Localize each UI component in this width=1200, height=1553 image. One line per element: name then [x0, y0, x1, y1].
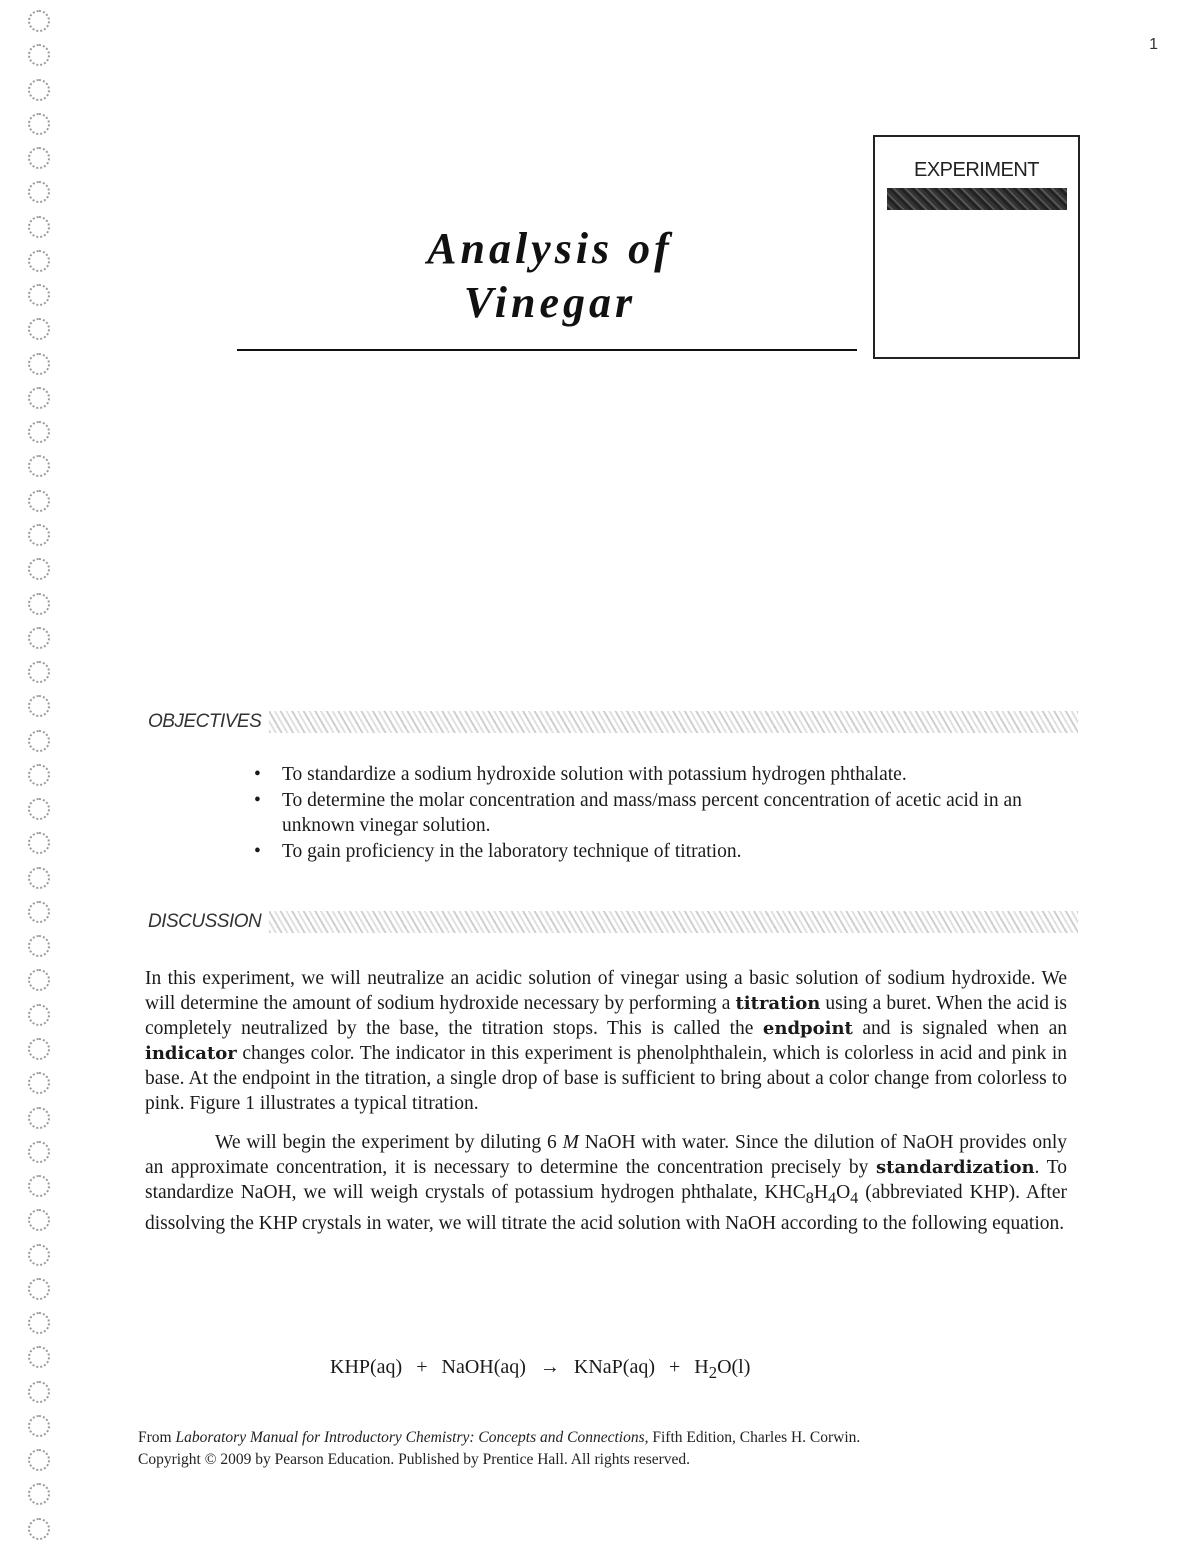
footnote-line-1 — [138, 1427, 1068, 1449]
binding-hole — [28, 969, 50, 991]
binding-hole — [28, 455, 50, 477]
binding-hole — [28, 661, 50, 683]
binding-hole — [28, 387, 50, 409]
book-title: Laboratory Manual for Introductory Chemistry: Concepts and Connections — [175, 1429, 645, 1446]
binding-hole — [28, 1483, 50, 1505]
discussion-heading — [148, 908, 1078, 936]
binding-hole — [28, 558, 50, 580]
text-run: In this experiment, we will neutralize an acidic solution of vinegar using a basic solution of sodium hydroxide. We will determine the amount of sodium hydroxide necessary by performing a — [145, 968, 1067, 1014]
objective-item: • To standardize a sodium hydroxide solution with potassium hydrogen phthalate. — [254, 762, 1054, 788]
binding-hole — [28, 524, 50, 546]
text-run: From — [138, 1429, 176, 1446]
binding-hole — [28, 1209, 50, 1231]
subscript: 4 — [850, 1188, 859, 1207]
reactant-naoh: NaOH(aq) — [441, 1356, 526, 1378]
text-run: changes color. The indicator in this experiment is phenolphthalein, which is colorless in acid and pink in base. At the endpoint in the titration, a single drop of base is sufficient to bring about a color change from colorless to pink. Figure 1 illustrates a typical titration. — [145, 1043, 1067, 1114]
page-title — [360, 222, 740, 330]
binding-hole — [28, 1107, 50, 1129]
objectives-heading — [148, 708, 1078, 736]
title-line-2: Vinegar — [463, 278, 637, 327]
binding-hole — [28, 1278, 50, 1300]
chemical-equation — [330, 1356, 870, 1383]
discussion-paragraph-2 — [145, 1130, 1067, 1236]
product-water — [694, 1356, 750, 1383]
binding-hole — [28, 1141, 50, 1163]
text-run: and is signaled when an — [852, 1018, 1067, 1039]
heading-shade-bar — [269, 911, 1078, 933]
binding-hole — [28, 10, 50, 32]
binding-hole — [28, 1449, 50, 1471]
binding-hole — [28, 490, 50, 512]
text-run: H — [694, 1356, 709, 1378]
molarity-symbol: M — [562, 1132, 579, 1153]
binding-hole — [28, 901, 50, 923]
binding-hole — [28, 1004, 50, 1026]
binding-hole — [28, 147, 50, 169]
text-run: We will begin the experiment by diluting 6 — [215, 1132, 563, 1153]
binding-hole — [28, 832, 50, 854]
binding-hole — [28, 421, 50, 443]
text-run: O — [836, 1182, 851, 1203]
binding-hole — [28, 798, 50, 820]
binding-hole — [28, 935, 50, 957]
objectives-heading-label: OBJECTIVES — [148, 711, 262, 732]
text-run: using a buret. When the acid is completely neutralized by the base, the titration stops. This is called the — [145, 993, 1068, 1039]
discussion-paragraph-1 — [145, 966, 1067, 1116]
binding-hole — [28, 730, 50, 752]
binding-hole — [28, 113, 50, 135]
binding-hole — [28, 1038, 50, 1060]
objective-item: • To determine the molar concentration and mass/mass percent concentration of acetic acid in an unknown vinegar solution. — [254, 788, 1054, 839]
reaction-arrow: → — [539, 1356, 560, 1378]
heading-shade-bar — [269, 711, 1078, 733]
text-run: , Fifth Edition, Charles H. Corwin. — [644, 1429, 861, 1446]
page-number: 1 — [1149, 36, 1158, 53]
experiment-box — [873, 135, 1080, 359]
binding-hole — [28, 867, 50, 889]
binding-hole — [28, 1518, 50, 1540]
text-run: H — [813, 1182, 828, 1203]
plus-sign: + — [669, 1356, 681, 1378]
binding-hole — [28, 353, 50, 375]
reactant-khp: KHP(aq) — [330, 1356, 403, 1378]
title-line-1: Analysis of — [427, 224, 673, 273]
binding-hole — [28, 1415, 50, 1437]
subscript: 8 — [805, 1188, 814, 1207]
term-titration: titration — [735, 993, 821, 1014]
binding-hole — [28, 1312, 50, 1334]
plus-sign: + — [416, 1356, 428, 1378]
binding-hole — [28, 318, 50, 340]
binding-hole — [28, 284, 50, 306]
term-standardization: standardization — [876, 1157, 1035, 1178]
discussion-heading-label: DISCUSSION — [148, 911, 262, 932]
source-footnote — [138, 1427, 1068, 1471]
objectives-list — [254, 762, 1054, 864]
experiment-label: EXPERIMENT — [913, 159, 1040, 181]
text-run: O(l) — [717, 1356, 751, 1378]
binding-hole — [28, 1244, 50, 1266]
term-endpoint: endpoint — [762, 1018, 853, 1039]
subscript: 4 — [827, 1188, 837, 1207]
binding-hole — [28, 181, 50, 203]
binding-hole — [28, 1072, 50, 1094]
title-rule — [237, 349, 857, 351]
binding-hole — [28, 627, 50, 649]
objective-item: • To gain proficiency in the laboratory technique of titration. — [254, 839, 1054, 865]
discussion-body — [145, 966, 1067, 1236]
subscript: 2 — [708, 1363, 718, 1382]
binding-hole — [28, 79, 50, 101]
experiment-number-bar — [887, 188, 1067, 210]
binding-hole — [28, 764, 50, 786]
term-indicator: indicator — [145, 1043, 237, 1064]
binding-hole — [28, 1175, 50, 1197]
product-knap: KNaP(aq) — [573, 1356, 655, 1378]
footnote-copyright: Copyright © 2009 by Pearson Education. Published by Prentice Hall. All rights reserved. — [138, 1451, 691, 1468]
binding-hole — [28, 695, 50, 717]
binding-holes — [28, 10, 68, 1540]
binding-hole — [28, 593, 50, 615]
text-run: (abbreviated KHP). After dissolving the KHP crystals in water, we will titrate the acid solution with NaOH according to the following equation. — [145, 1182, 1067, 1234]
text-run: NaOH with water. Since the dilution of NaOH provides only an approximate concentration, it is necessary to determine the concentration precisely by — [145, 1132, 1067, 1178]
binding-hole — [28, 1381, 50, 1403]
binding-hole — [28, 216, 50, 238]
binding-hole — [28, 44, 50, 66]
text-run: . To standardize NaOH, we will weigh crystals of potassium hydrogen phthalate, KHC — [145, 1157, 1067, 1203]
binding-hole — [28, 1346, 50, 1368]
binding-hole — [28, 250, 50, 272]
